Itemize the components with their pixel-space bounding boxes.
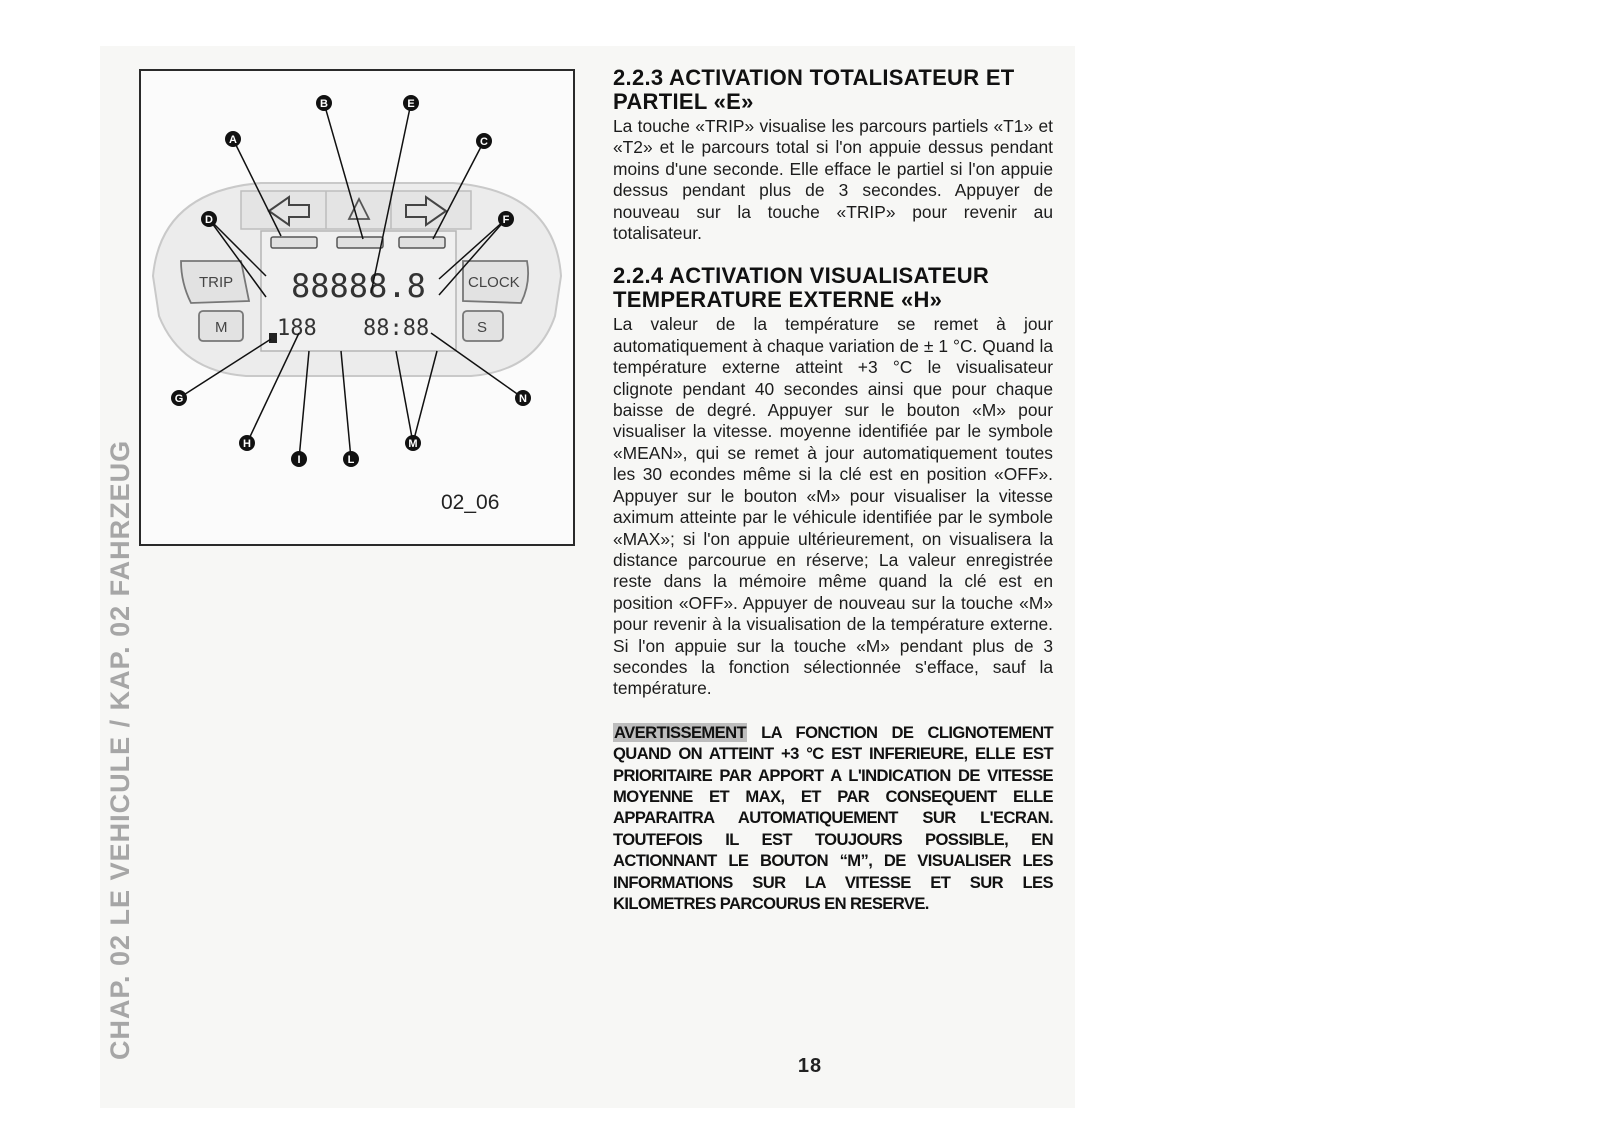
section-temperature-display bbox=[613, 264, 1053, 699]
svg-text:B: B bbox=[320, 98, 328, 110]
svg-text:H: H bbox=[243, 438, 251, 450]
page-number: 18 bbox=[797, 1055, 823, 1077]
m-button-label: M bbox=[215, 319, 228, 336]
svg-text:A: A bbox=[229, 134, 237, 146]
lcd-clock: 88:88 bbox=[363, 316, 430, 341]
dashboard-diagram bbox=[141, 71, 573, 544]
svg-text:D: D bbox=[205, 214, 213, 226]
fuel-level-icon bbox=[269, 333, 277, 343]
section-body: La touche «TRIP» visualise les parcours partiels «T1» et «T2» et le parcours total si l'on appuie dessus pendant moins d'une seconde. Elle efface le partiel si l'on appuie dessus pendant plus de 3 secondes. Appuyer de nouveau sur la touche «TRIP» pour revenir au totalisateur. bbox=[613, 116, 1053, 244]
lcd-temperature: 188 bbox=[277, 316, 317, 341]
svg-text:C: C bbox=[480, 136, 488, 148]
callout-marker-c bbox=[476, 133, 492, 149]
s-button-label: S bbox=[477, 319, 488, 336]
dashboard-figure bbox=[139, 69, 575, 546]
svg-text:E: E bbox=[407, 98, 415, 110]
callout-marker-h bbox=[239, 435, 255, 451]
callout-marker-g bbox=[171, 390, 187, 406]
warning-label: AVERTISSEMENT bbox=[614, 722, 747, 742]
chapter-side-label: CHAP. 02 LE VEHICULE / KAP. 02 FAHRZEUG bbox=[105, 439, 135, 1060]
callout-marker-i bbox=[291, 451, 307, 467]
callout-marker-f bbox=[498, 211, 514, 227]
section-title: 2.2.4 ACTIVATION VISUALISATEUR TEMPERATURE EXTERNE «H» bbox=[613, 263, 990, 313]
svg-text:I: I bbox=[297, 454, 301, 466]
service-warning-icon bbox=[337, 237, 383, 248]
callout-marker-d bbox=[201, 211, 217, 227]
callout-marker-e bbox=[403, 95, 419, 111]
callout-marker-n bbox=[515, 390, 531, 406]
callout-marker-b bbox=[316, 95, 332, 111]
warning-text: LA FONCTION DE CLIGNOTEMENT QUAND ON ATTEINT +3 °C EST INFERIEURE, ELLE EST PRIORITAIRE PAR APPORT A L'INDICATION DE VITESSE MOYENNE ET MAX, ET PAR CONSEQUENT ELLE APPARAITRA AUTOMATIQUEMENT SUR L'ECRAN. TOUTEFOIS IL EST TOUJOURS POSSIBLE, EN ACTIONNANT LE BOUTON “M”, DE VISUALISER LES INFORMATIONS SUR LA VITESSE ET SUR LES KILOMETRES PARCOURUS EN RESERVE. bbox=[613, 722, 1053, 913]
callout-marker-l bbox=[343, 451, 359, 467]
section-title: 2.2.3 ACTIVATION TOTALISATEUR ET PARTIEL «E» bbox=[613, 65, 1015, 114]
section-body: La valeur de la température se remet à jour automatiquement à chaque variation de ± 1 °C. Quand la température externe atteint +3 °C le visualisateur clignote pendant 40 secondes ainsi que pour chaque baisse de degré. Appuyer sur le bouton «M» pour visualiser la vitesse. moyenne identifiée par le symbole «MEAN», qui se remet à jour automatiquement toutes les 30 econdes même si la clé est en position «OFF». Appuyer sur le bouton «M» pour visualiser la vitesse aximum atteinte par le véhicule identifiée par le symbole «MAX»; si l'on appuie ultérieurement, on visualisera la distance parcourue en réserve; La valeur enregistrée reste dans la mémoire même quand la clé est en position «OFF». Appuyer de nouveau sur la touche «M» pour revenir à la visualisation de la température externe. Si l'on appuie sur la touche «M» pendant plus de 3 secondes la fonction sélectionnée s'efface, sauf la température. bbox=[613, 314, 1053, 699]
text-column bbox=[613, 66, 1053, 914]
lcd-odometer: 88888.8 bbox=[291, 267, 426, 305]
section-trip-activation bbox=[613, 66, 1053, 244]
warning-box bbox=[613, 722, 1053, 915]
callout-marker-a bbox=[225, 131, 241, 147]
svg-text:M: M bbox=[408, 438, 418, 450]
trip-button-label: TRIP bbox=[199, 274, 234, 291]
callout-marker-m bbox=[405, 435, 421, 451]
svg-text:L: L bbox=[347, 454, 355, 466]
clock-button-label: CLOCK bbox=[468, 274, 520, 291]
svg-text:F: F bbox=[502, 214, 510, 226]
belt-warning-icon bbox=[399, 237, 445, 248]
oil-warning-icon bbox=[271, 237, 317, 248]
svg-text:N: N bbox=[519, 393, 527, 405]
svg-text:G: G bbox=[174, 393, 184, 405]
figure-number: 02_06 bbox=[441, 491, 500, 514]
